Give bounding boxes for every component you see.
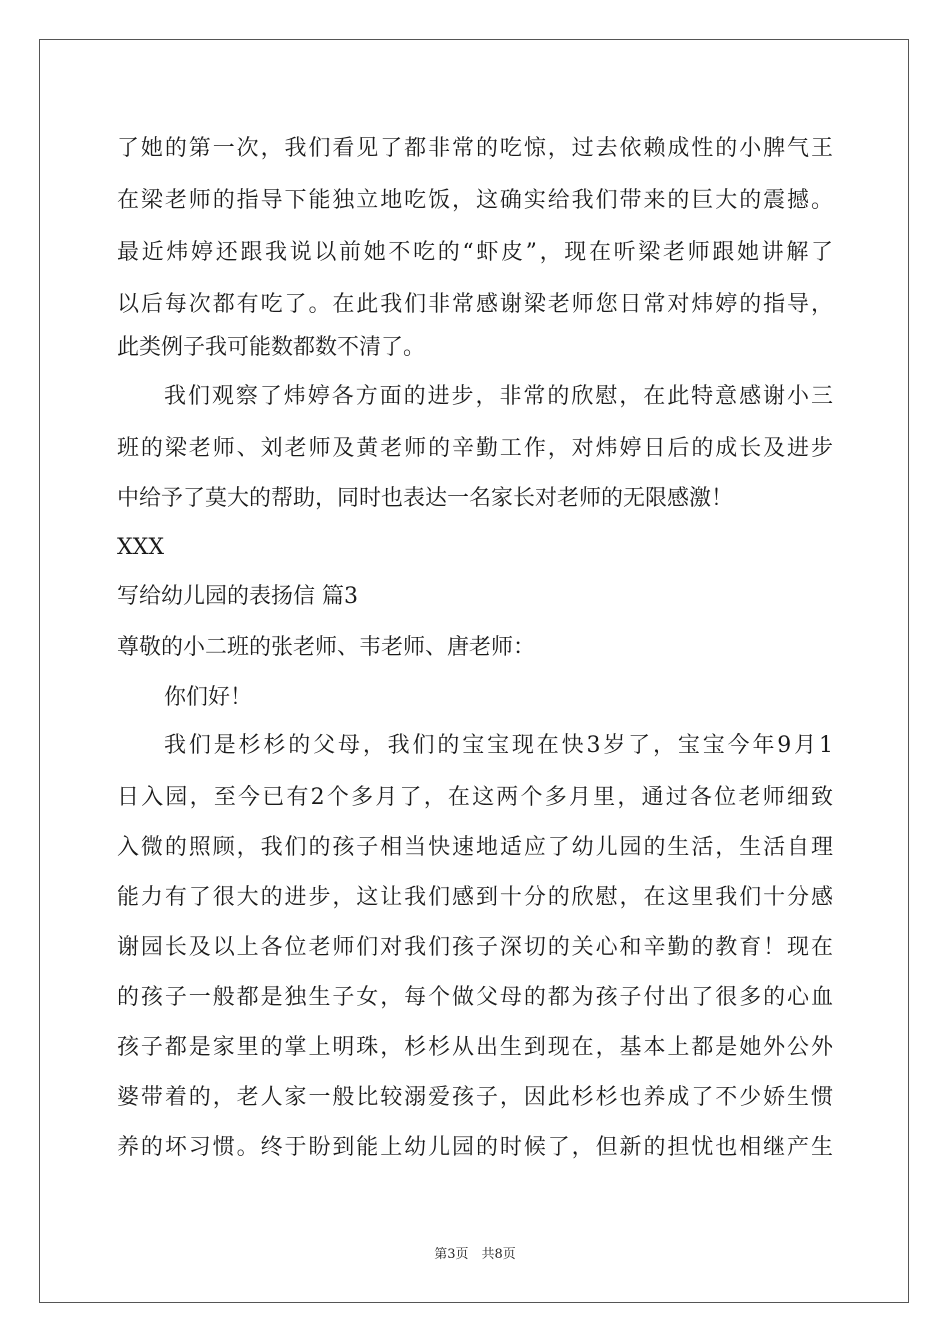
text-line: 班的梁老师、刘老师及黄老师的辛勤工作，对炜婷日后的成长及进步: [117, 436, 833, 461]
text-line: 最近炜婷还跟我说以前她不吃的“虾皮”，现在听梁老师跟她讲解了: [117, 240, 833, 265]
text-line: 养的坏习惯。终于盼到能上幼儿园的时候了，但新的担忧也相继产生: [117, 1135, 833, 1160]
section-heading: 写给幼儿园的表扬信 篇3: [117, 584, 358, 609]
text-line: 孩子都是家里的掌上明珠，杉杉从出生到现在，基本上都是她外公外: [117, 1035, 833, 1060]
text-line: 我们是杉杉的父母，我们的宝宝现在快3岁了，宝宝今年9月1: [164, 733, 833, 758]
salutation: 尊敬的小二班的张老师、韦老师、唐老师：: [117, 635, 536, 660]
text-line: 我们观察了炜婷各方面的进步，非常的欣慰，在此特意感谢小三: [164, 384, 833, 409]
text-line: 入微的照顾，我们的孩子相当快速地适应了幼儿园的生活，生活自理: [117, 835, 833, 860]
text-line: 能力有了很大的进步，这让我们感到十分的欣慰，在这里我们十分感: [117, 885, 833, 910]
text-line: 谢园长及以上各位老师们对我们孩子深切的关心和辛勤的教育！现在: [117, 935, 833, 960]
text-line: 此类例子我可能数都数不清了。: [117, 335, 426, 360]
text-line: 的孩子一般都是独生子女，每个做父母的都为孩子付出了很多的心血: [117, 985, 833, 1010]
page-number: 第3页 共8页: [434, 1247, 516, 1262]
text-line: 在梁老师的指导下能独立地吃饭，这确实给我们带来的巨大的震撼。: [117, 188, 833, 213]
greeting: 你们好！: [164, 685, 253, 710]
signature: XXX: [117, 535, 164, 560]
text-line: 日入园，至今已有2个多月了，在这两个多月里，通过各位老师细致: [117, 785, 833, 810]
text-line: 婆带着的，老人家一般比较溺爱孩子，因此杉杉也养成了不少娇生惯: [117, 1085, 833, 1110]
text-line: 中给予了莫大的帮助，同时也表达一名家长对老师的无限感激！: [117, 486, 734, 511]
text-line: 以后每次都有吃了。在此我们非常感谢梁老师您日常对炜婷的指导，: [117, 292, 833, 317]
text-line: 了她的第一次，我们看见了都非常的吃惊，过去依赖成性的小脾气王: [117, 136, 833, 161]
